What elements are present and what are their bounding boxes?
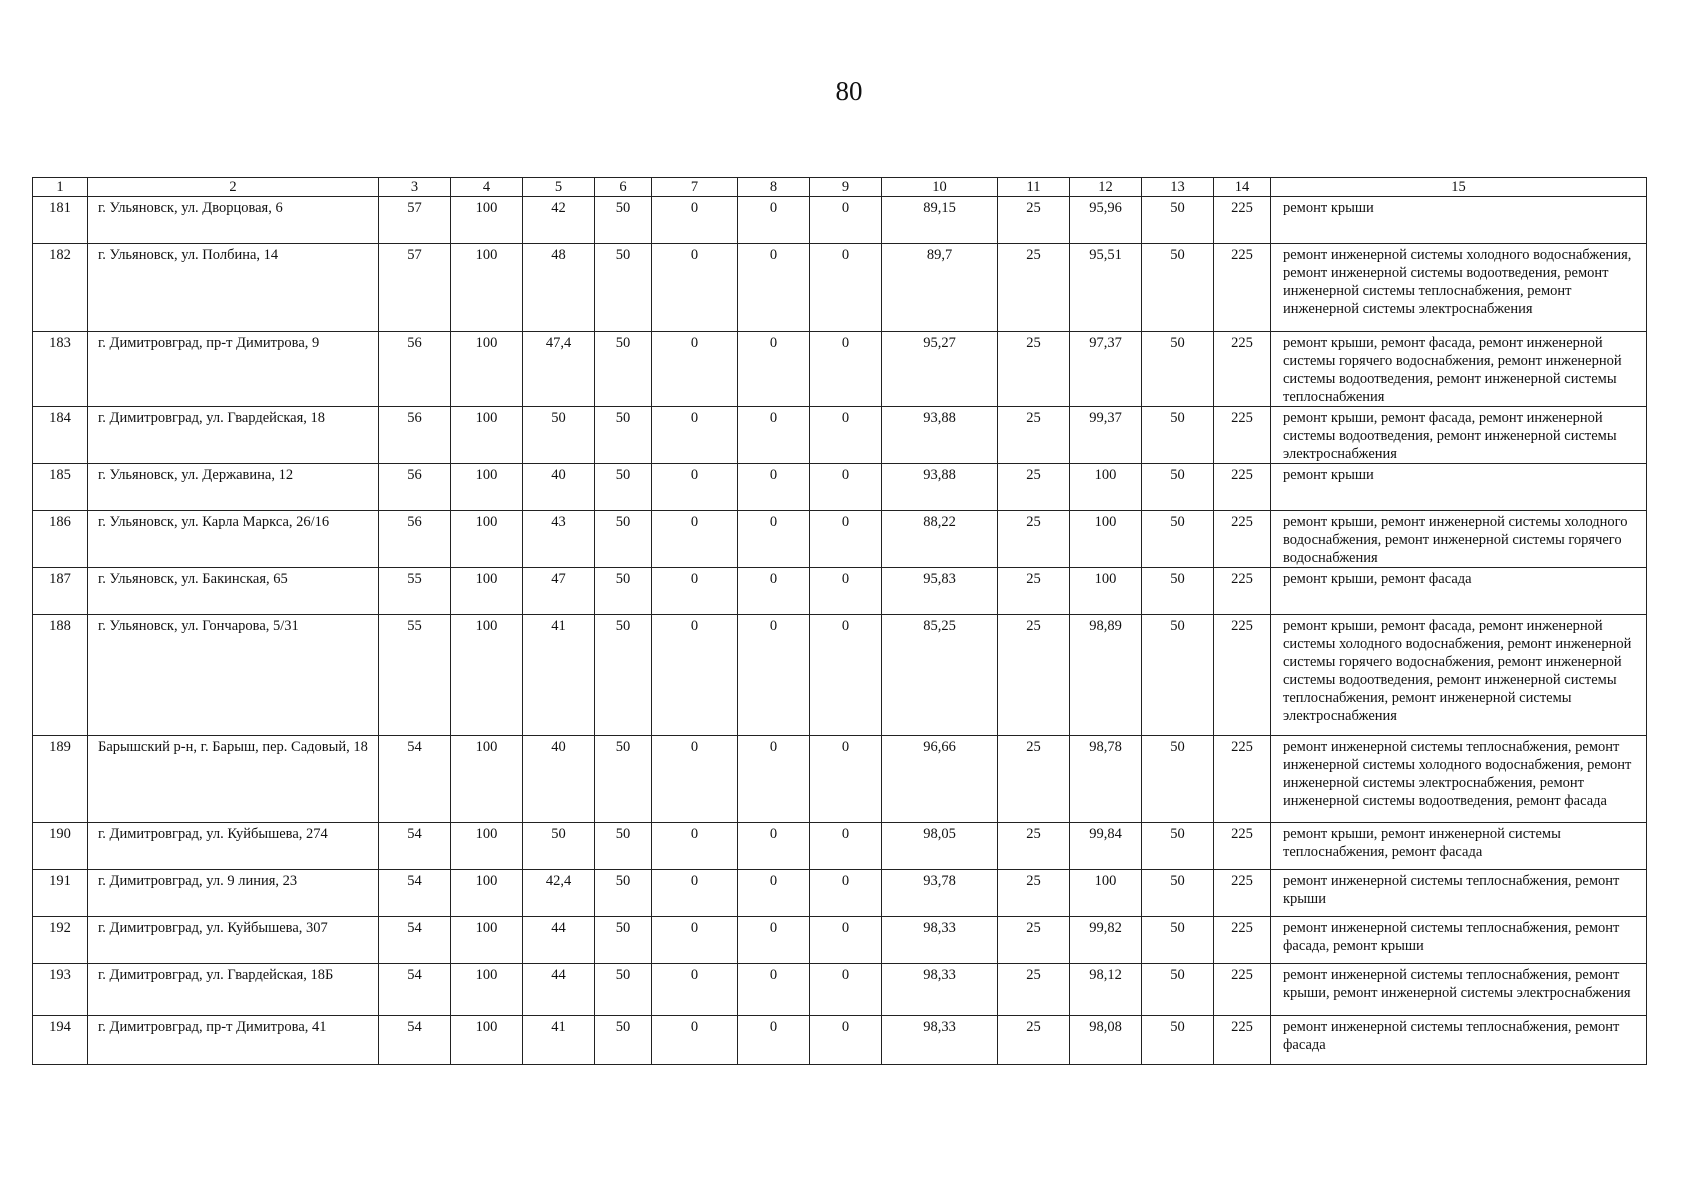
value-cell-11: 25: [998, 870, 1070, 917]
value-cell-12: 98,89: [1070, 615, 1142, 736]
table-row: [33, 615, 1647, 736]
value-cell-3: 56: [379, 332, 451, 407]
address-cell: г. Димитровград, ул. Куйбышева, 307: [88, 917, 379, 964]
value-cell-5: 44: [523, 917, 595, 964]
address-cell: г. Димитровград, пр-т Димитрова, 41: [88, 1016, 379, 1065]
value-cell-11: 25: [998, 964, 1070, 1016]
value-cell-10: 93,88: [882, 407, 998, 464]
value-cell-5: 47: [523, 568, 595, 615]
value-cell-12: 95,96: [1070, 197, 1142, 244]
value-cell-11: 25: [998, 823, 1070, 870]
value-cell-12: 99,82: [1070, 917, 1142, 964]
value-cell-14: 225: [1214, 870, 1271, 917]
table-row: [33, 823, 1647, 870]
works-cell: ремонт крыши: [1271, 197, 1647, 244]
value-cell-9: 0: [810, 407, 882, 464]
value-cell-5: 40: [523, 736, 595, 823]
value-cell-3: 55: [379, 568, 451, 615]
value-cell-8: 0: [738, 823, 810, 870]
value-cell-13: 50: [1142, 464, 1214, 511]
value-cell-3: 56: [379, 464, 451, 511]
value-cell-6: 50: [595, 1016, 652, 1065]
value-cell-9: 0: [810, 1016, 882, 1065]
value-cell-4: 100: [451, 332, 523, 407]
address-cell: г. Димитровград, ул. Гвардейская, 18: [88, 407, 379, 464]
value-cell-12: 98,12: [1070, 964, 1142, 1016]
address-cell: г. Ульяновск, ул. Полбина, 14: [88, 244, 379, 332]
works-cell: ремонт крыши, ремонт инженерной системы холодного водоснабжения, ремонт инженерной системы горячего водоснабжения: [1271, 511, 1647, 568]
page-number: 80: [835, 76, 863, 106]
value-cell-10: 93,78: [882, 870, 998, 917]
row-number: 190: [33, 823, 88, 870]
column-header: 3: [379, 178, 451, 197]
column-header: 11: [998, 178, 1070, 197]
value-cell-6: 50: [595, 407, 652, 464]
value-cell-8: 0: [738, 1016, 810, 1065]
value-cell-8: 0: [738, 568, 810, 615]
value-cell-4: 100: [451, 823, 523, 870]
column-header: 7: [652, 178, 738, 197]
value-cell-12: 95,51: [1070, 244, 1142, 332]
value-cell-7: 0: [652, 1016, 738, 1065]
value-cell-13: 50: [1142, 615, 1214, 736]
value-cell-14: 225: [1214, 244, 1271, 332]
value-cell-8: 0: [738, 332, 810, 407]
value-cell-7: 0: [652, 615, 738, 736]
value-cell-6: 50: [595, 244, 652, 332]
value-cell-4: 100: [451, 917, 523, 964]
address-cell: Барышский р-н, г. Барыш, пер. Садовый, 18: [88, 736, 379, 823]
value-cell-13: 50: [1142, 244, 1214, 332]
value-cell-9: 0: [810, 736, 882, 823]
value-cell-13: 50: [1142, 964, 1214, 1016]
value-cell-13: 50: [1142, 823, 1214, 870]
value-cell-7: 0: [652, 464, 738, 511]
value-cell-11: 25: [998, 615, 1070, 736]
header-row: [33, 178, 1647, 197]
value-cell-14: 225: [1214, 464, 1271, 511]
value-cell-7: 0: [652, 870, 738, 917]
value-cell-4: 100: [451, 964, 523, 1016]
value-cell-11: 25: [998, 464, 1070, 511]
value-cell-11: 25: [998, 332, 1070, 407]
table-row: [33, 464, 1647, 511]
works-cell: ремонт инженерной системы теплоснабжения, ремонт инженерной системы холодного водоснабжения, ремонт инженерной системы электроснабжения, ремонт инженерной системы водоотведения, ремонт фасада: [1271, 736, 1647, 823]
value-cell-3: 54: [379, 870, 451, 917]
value-cell-12: 98,08: [1070, 1016, 1142, 1065]
address-cell: г. Ульяновск, ул. Бакинская, 65: [88, 568, 379, 615]
table-row: [33, 736, 1647, 823]
value-cell-14: 225: [1214, 407, 1271, 464]
table-row: [33, 1016, 1647, 1065]
value-cell-13: 50: [1142, 568, 1214, 615]
value-cell-12: 99,84: [1070, 823, 1142, 870]
value-cell-13: 50: [1142, 1016, 1214, 1065]
row-number: 188: [33, 615, 88, 736]
value-cell-5: 41: [523, 1016, 595, 1065]
value-cell-5: 40: [523, 464, 595, 511]
value-cell-14: 225: [1214, 1016, 1271, 1065]
value-cell-14: 225: [1214, 615, 1271, 736]
value-cell-9: 0: [810, 964, 882, 1016]
value-cell-13: 50: [1142, 870, 1214, 917]
column-header: 14: [1214, 178, 1271, 197]
address-cell: г. Димитровград, ул. 9 линия, 23: [88, 870, 379, 917]
value-cell-3: 56: [379, 407, 451, 464]
row-number: 185: [33, 464, 88, 511]
value-cell-10: 89,15: [882, 197, 998, 244]
row-number: 194: [33, 1016, 88, 1065]
column-header: 13: [1142, 178, 1214, 197]
value-cell-12: 99,37: [1070, 407, 1142, 464]
works-cell: ремонт инженерной системы теплоснабжения, ремонт крыши, ремонт инженерной системы электроснабжения: [1271, 964, 1647, 1016]
value-cell-13: 50: [1142, 511, 1214, 568]
value-cell-10: 88,22: [882, 511, 998, 568]
value-cell-6: 50: [595, 568, 652, 615]
value-cell-7: 0: [652, 407, 738, 464]
value-cell-4: 100: [451, 197, 523, 244]
table-row: [33, 332, 1647, 407]
value-cell-9: 0: [810, 615, 882, 736]
value-cell-3: 54: [379, 1016, 451, 1065]
value-cell-4: 100: [451, 615, 523, 736]
value-cell-8: 0: [738, 244, 810, 332]
row-number: 193: [33, 964, 88, 1016]
value-cell-10: 98,33: [882, 917, 998, 964]
value-cell-7: 0: [652, 736, 738, 823]
value-cell-12: 100: [1070, 870, 1142, 917]
row-number: 182: [33, 244, 88, 332]
value-cell-14: 225: [1214, 511, 1271, 568]
value-cell-3: 54: [379, 917, 451, 964]
table-row: [33, 917, 1647, 964]
value-cell-7: 0: [652, 511, 738, 568]
value-cell-8: 0: [738, 464, 810, 511]
address-cell: г. Димитровград, ул. Куйбышева, 274: [88, 823, 379, 870]
value-cell-3: 55: [379, 615, 451, 736]
value-cell-5: 43: [523, 511, 595, 568]
value-cell-7: 0: [652, 332, 738, 407]
value-cell-5: 41: [523, 615, 595, 736]
table-row: [33, 511, 1647, 568]
table-row: [33, 870, 1647, 917]
value-cell-7: 0: [652, 823, 738, 870]
value-cell-5: 44: [523, 964, 595, 1016]
value-cell-13: 50: [1142, 917, 1214, 964]
value-cell-14: 225: [1214, 568, 1271, 615]
value-cell-3: 54: [379, 823, 451, 870]
value-cell-12: 100: [1070, 511, 1142, 568]
table-row: [33, 964, 1647, 1016]
column-header: 2: [88, 178, 379, 197]
value-cell-6: 50: [595, 197, 652, 244]
value-cell-11: 25: [998, 568, 1070, 615]
table-body: [33, 178, 1647, 1065]
value-cell-10: 89,7: [882, 244, 998, 332]
works-cell: ремонт крыши: [1271, 464, 1647, 511]
works-cell: ремонт инженерной системы холодного водоснабжения, ремонт инженерной системы водоотведения, ремонт инженерной системы теплоснабжения, ремонт инженерной системы электроснабжения: [1271, 244, 1647, 332]
value-cell-8: 0: [738, 511, 810, 568]
value-cell-11: 25: [998, 197, 1070, 244]
table-row: [33, 197, 1647, 244]
value-cell-4: 100: [451, 736, 523, 823]
value-cell-11: 25: [998, 917, 1070, 964]
value-cell-9: 0: [810, 464, 882, 511]
value-cell-13: 50: [1142, 736, 1214, 823]
value-cell-4: 100: [451, 511, 523, 568]
column-header: 5: [523, 178, 595, 197]
value-cell-5: 42,4: [523, 870, 595, 917]
value-cell-9: 0: [810, 244, 882, 332]
value-cell-8: 0: [738, 407, 810, 464]
value-cell-3: 57: [379, 197, 451, 244]
value-cell-7: 0: [652, 568, 738, 615]
value-cell-7: 0: [652, 244, 738, 332]
value-cell-10: 96,66: [882, 736, 998, 823]
value-cell-5: 50: [523, 407, 595, 464]
value-cell-8: 0: [738, 615, 810, 736]
works-cell: ремонт инженерной системы теплоснабжения, ремонт фасада, ремонт крыши: [1271, 917, 1647, 964]
row-number: 184: [33, 407, 88, 464]
address-cell: г. Ульяновск, ул. Карла Маркса, 26/16: [88, 511, 379, 568]
value-cell-9: 0: [810, 511, 882, 568]
value-cell-10: 95,83: [882, 568, 998, 615]
address-cell: г. Ульяновск, ул. Державина, 12: [88, 464, 379, 511]
value-cell-7: 0: [652, 197, 738, 244]
value-cell-6: 50: [595, 511, 652, 568]
column-header: 1: [33, 178, 88, 197]
address-cell: г. Димитровград, ул. Гвардейская, 18Б: [88, 964, 379, 1016]
works-cell: ремонт крыши, ремонт фасада, ремонт инженерной системы горячего водоснабжения, ремонт инженерной системы водоотведения, ремонт инженерной системы теплоснабжения: [1271, 332, 1647, 407]
column-header: 9: [810, 178, 882, 197]
value-cell-3: 54: [379, 736, 451, 823]
value-cell-11: 25: [998, 511, 1070, 568]
value-cell-9: 0: [810, 332, 882, 407]
table-row: [33, 244, 1647, 332]
works-cell: ремонт инженерной системы теплоснабжения, ремонт крыши: [1271, 870, 1647, 917]
address-cell: г. Димитровград, пр-т Димитрова, 9: [88, 332, 379, 407]
value-cell-10: 98,05: [882, 823, 998, 870]
value-cell-6: 50: [595, 917, 652, 964]
value-cell-9: 0: [810, 870, 882, 917]
table-row: [33, 407, 1647, 464]
column-header: 4: [451, 178, 523, 197]
value-cell-14: 225: [1214, 917, 1271, 964]
table-row: [33, 568, 1647, 615]
value-cell-8: 0: [738, 917, 810, 964]
value-cell-4: 100: [451, 568, 523, 615]
value-cell-11: 25: [998, 736, 1070, 823]
value-cell-8: 0: [738, 870, 810, 917]
value-cell-8: 0: [738, 964, 810, 1016]
value-cell-9: 0: [810, 197, 882, 244]
value-cell-11: 25: [998, 1016, 1070, 1065]
address-cell: г. Ульяновск, ул. Дворцовая, 6: [88, 197, 379, 244]
value-cell-6: 50: [595, 615, 652, 736]
value-cell-10: 98,33: [882, 964, 998, 1016]
value-cell-8: 0: [738, 197, 810, 244]
works-cell: ремонт крыши, ремонт фасада, ремонт инженерной системы водоотведения, ремонт инженерной системы электроснабжения: [1271, 407, 1647, 464]
value-cell-13: 50: [1142, 197, 1214, 244]
row-number: 192: [33, 917, 88, 964]
column-header: 6: [595, 178, 652, 197]
row-number: 189: [33, 736, 88, 823]
value-cell-8: 0: [738, 736, 810, 823]
column-header: 12: [1070, 178, 1142, 197]
value-cell-12: 98,78: [1070, 736, 1142, 823]
value-cell-12: 100: [1070, 568, 1142, 615]
value-cell-6: 50: [595, 870, 652, 917]
value-cell-14: 225: [1214, 332, 1271, 407]
value-cell-9: 0: [810, 568, 882, 615]
value-cell-6: 50: [595, 823, 652, 870]
value-cell-11: 25: [998, 244, 1070, 332]
buildings-table: [32, 177, 1647, 1065]
address-cell: г. Ульяновск, ул. Гончарова, 5/31: [88, 615, 379, 736]
row-number: 186: [33, 511, 88, 568]
row-number: 187: [33, 568, 88, 615]
value-cell-6: 50: [595, 964, 652, 1016]
value-cell-3: 57: [379, 244, 451, 332]
value-cell-14: 225: [1214, 736, 1271, 823]
value-cell-14: 225: [1214, 964, 1271, 1016]
value-cell-9: 0: [810, 823, 882, 870]
value-cell-14: 225: [1214, 197, 1271, 244]
works-cell: ремонт крыши, ремонт фасада, ремонт инженерной системы холодного водоснабжения, ремонт инженерной системы горячего водоснабжения, ремонт инженерной системы водоотведения, ремонт инженерной системы теплоснабжения, ремонт инженерной системы электроснабжения: [1271, 615, 1647, 736]
column-header: 10: [882, 178, 998, 197]
value-cell-6: 50: [595, 332, 652, 407]
value-cell-7: 0: [652, 917, 738, 964]
value-cell-10: 95,27: [882, 332, 998, 407]
value-cell-5: 42: [523, 197, 595, 244]
works-cell: ремонт крыши, ремонт фасада: [1271, 568, 1647, 615]
value-cell-4: 100: [451, 464, 523, 511]
value-cell-13: 50: [1142, 407, 1214, 464]
column-header: 15: [1271, 178, 1647, 197]
value-cell-6: 50: [595, 736, 652, 823]
value-cell-10: 85,25: [882, 615, 998, 736]
column-header: 8: [738, 178, 810, 197]
value-cell-4: 100: [451, 1016, 523, 1065]
row-number: 191: [33, 870, 88, 917]
value-cell-11: 25: [998, 407, 1070, 464]
value-cell-5: 48: [523, 244, 595, 332]
value-cell-12: 100: [1070, 464, 1142, 511]
value-cell-14: 225: [1214, 823, 1271, 870]
value-cell-9: 0: [810, 917, 882, 964]
value-cell-3: 56: [379, 511, 451, 568]
row-number: 181: [33, 197, 88, 244]
value-cell-13: 50: [1142, 332, 1214, 407]
value-cell-12: 97,37: [1070, 332, 1142, 407]
value-cell-4: 100: [451, 244, 523, 332]
works-cell: ремонт крыши, ремонт инженерной системы теплоснабжения, ремонт фасада: [1271, 823, 1647, 870]
value-cell-6: 50: [595, 464, 652, 511]
works-cell: ремонт инженерной системы теплоснабжения, ремонт фасада: [1271, 1016, 1647, 1065]
value-cell-10: 98,33: [882, 1016, 998, 1065]
row-number: 183: [33, 332, 88, 407]
value-cell-4: 100: [451, 870, 523, 917]
value-cell-4: 100: [451, 407, 523, 464]
value-cell-5: 50: [523, 823, 595, 870]
value-cell-3: 54: [379, 964, 451, 1016]
value-cell-7: 0: [652, 964, 738, 1016]
value-cell-10: 93,88: [882, 464, 998, 511]
value-cell-5: 47,4: [523, 332, 595, 407]
